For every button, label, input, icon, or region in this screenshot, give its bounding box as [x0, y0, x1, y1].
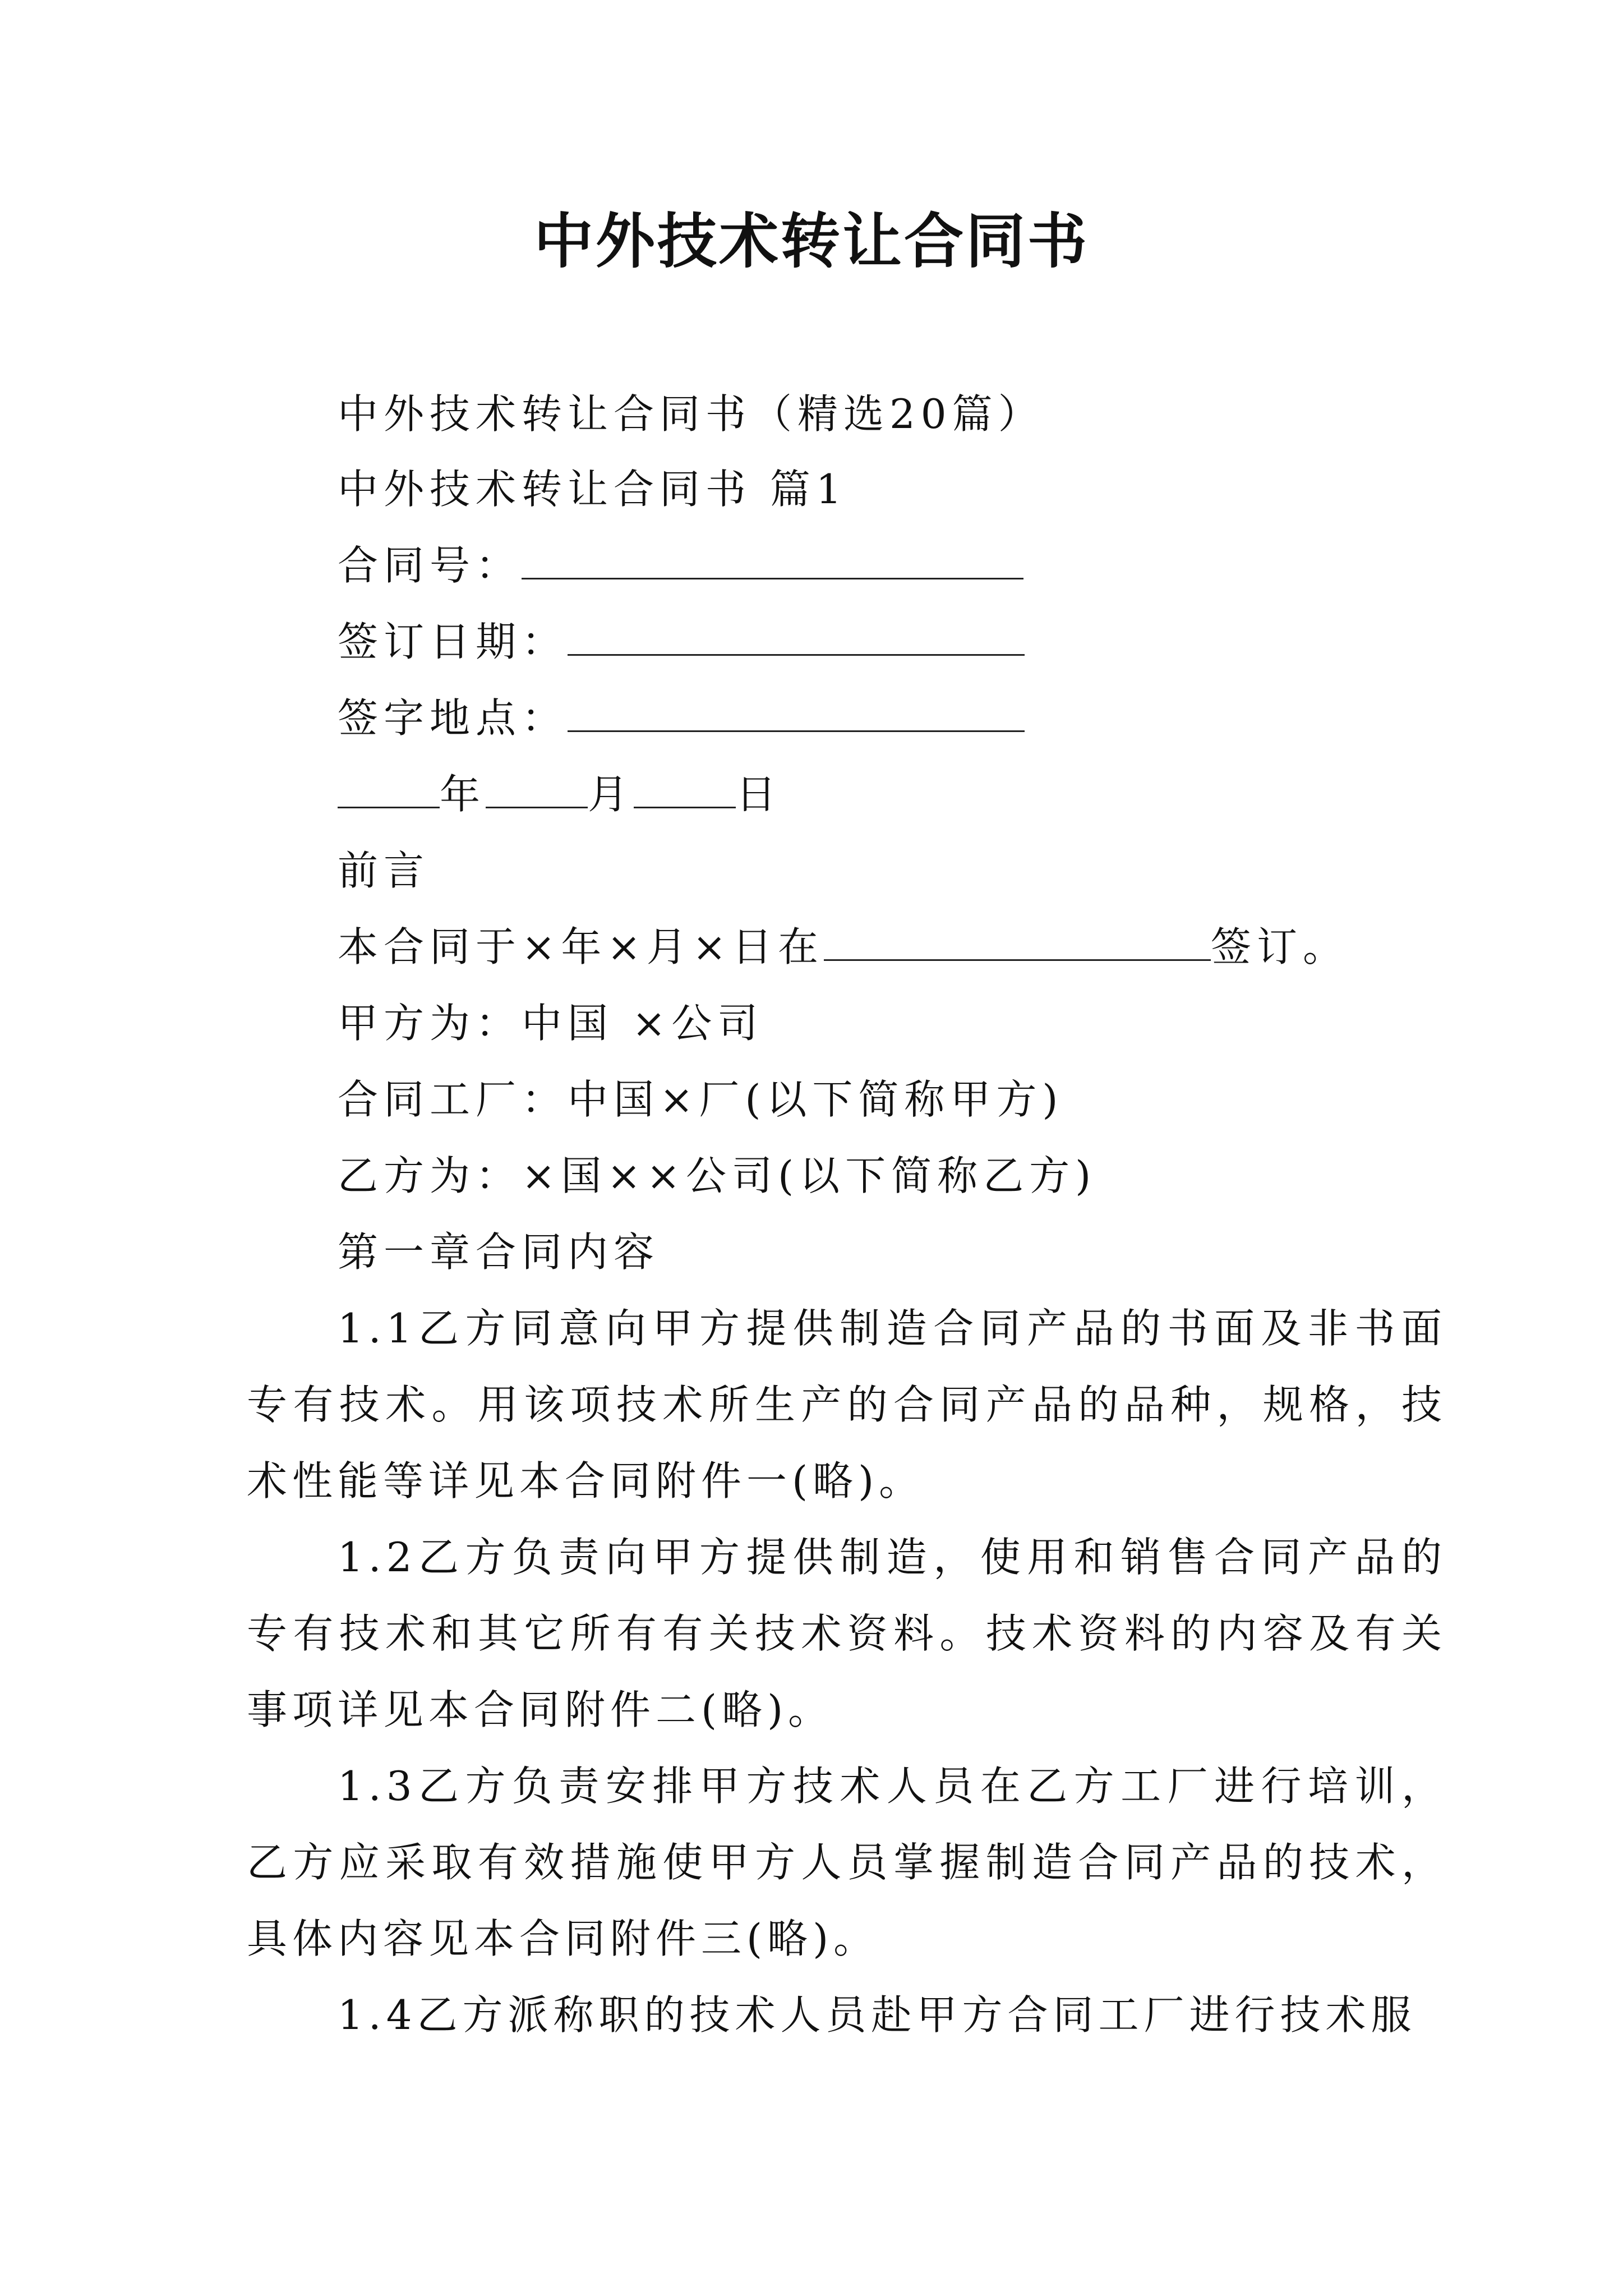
- sign-place-blank: [568, 691, 1025, 732]
- date-line: [338, 766, 782, 822]
- party-a: 甲方为：中国 ×公司: [338, 1000, 764, 1047]
- signing-suffix: 签订。: [1211, 923, 1349, 970]
- month-label: 月: [588, 771, 634, 818]
- day-blank: [634, 767, 736, 808]
- signing-place-blank: [824, 920, 1211, 961]
- clause-1-4: 1.4乙方派称职的技术人员赴甲方合同工厂进行技术服: [338, 1991, 1417, 2039]
- section-label: 中外技术转让合同书 篇1: [338, 466, 847, 513]
- contract-no-field: [338, 537, 1023, 593]
- month-blank: [486, 767, 588, 808]
- day-label: 日: [736, 771, 782, 818]
- clause-1-1: 1.1乙方同意向甲方提供制造合同产品的书面及非书面专有技术。用该项技术所生产的合同产品的品种，规格，技术性能等详见本合同附件一(略)。: [247, 1305, 1447, 1504]
- contract-no-blank: [522, 539, 1023, 579]
- sign-date-field: [338, 614, 1025, 670]
- signing-prefix: 本合同于×年×月×日在: [338, 923, 824, 970]
- chapter1-heading: 第一章合同内容: [338, 1228, 660, 1276]
- sign-place-field: [338, 690, 1025, 746]
- sign-place-label: 签字地点：: [338, 694, 568, 742]
- sign-date-label: 签订日期：: [338, 618, 568, 665]
- document-title: 中外技术转让合同书: [534, 206, 1089, 276]
- contract-no-label: 合同号：: [338, 542, 522, 589]
- year-blank: [338, 767, 440, 808]
- contract-factory: 合同工厂：中国×厂(以下简称甲方): [338, 1076, 1064, 1123]
- preface-heading: 前言: [338, 847, 430, 894]
- party-b: 乙方为：×国××公司(以下简称乙方): [338, 1152, 1097, 1199]
- clause-1-3: 1.3乙方负责安排甲方技术人员在乙方工厂进行培训，乙方应采取有效措施使甲方人员掌握制造合同产品的技术，具体内容见本合同附件三(略)。: [247, 1763, 1447, 1962]
- document-subtitle: 中外技术转让合同书（精选20篇）: [338, 390, 1044, 438]
- sign-date-blank: [568, 615, 1025, 656]
- clause-1-2: 1.2乙方负责向甲方提供制造，使用和销售合同产品的专有技术和其它所有有关技术资料。技术资料的内容及有关事项详见本合同附件二(略)。: [247, 1534, 1447, 1733]
- signing-statement: [338, 919, 1349, 975]
- year-label: 年: [440, 771, 486, 818]
